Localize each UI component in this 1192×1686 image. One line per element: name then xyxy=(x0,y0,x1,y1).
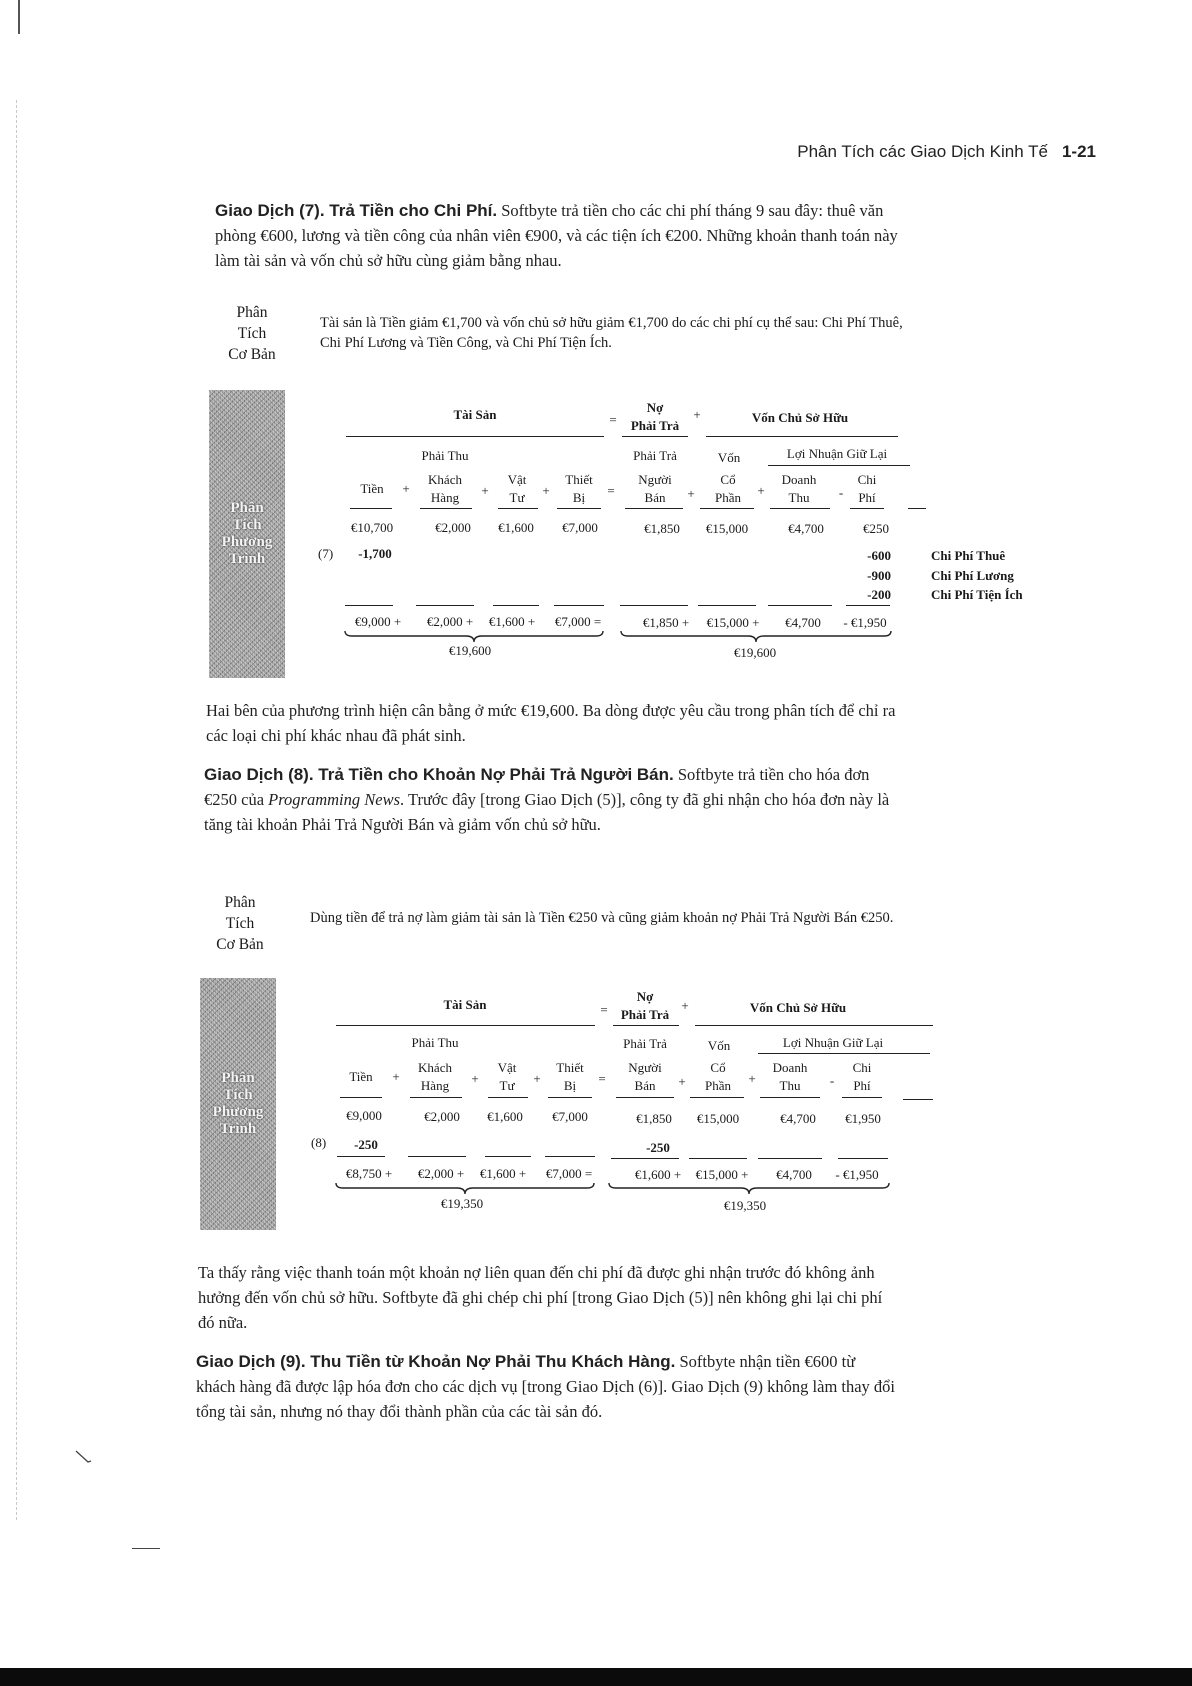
tx8-right-brace xyxy=(608,1182,890,1196)
begin-ap: €1,850 xyxy=(636,1111,672,1126)
equals: = xyxy=(598,1071,606,1086)
col-stock-2: Phần xyxy=(715,490,741,505)
rule xyxy=(625,508,683,509)
tx8-body-italic: Programming News xyxy=(268,790,401,809)
rule xyxy=(706,436,898,437)
col-ar-2: Hàng xyxy=(420,1078,450,1093)
rule xyxy=(346,436,604,437)
rule xyxy=(340,1097,382,1098)
begin-ar: €2,000 xyxy=(435,520,471,535)
tx7-after-text: Hai bên của phương trình hiện cân bằng ở mức €19,600. Ba dòng được yêu cầu trong phân tích để chỉ ra các loại chi phí khác nhau đã phát sinh. xyxy=(206,701,896,745)
rule xyxy=(758,1053,930,1054)
change-expense-utility: -200 xyxy=(867,587,891,602)
plus: + xyxy=(533,1071,541,1086)
assets-header: Tài Sản xyxy=(443,997,487,1012)
liabilities-header-1: Nợ xyxy=(646,400,664,415)
begin-ar: €2,000 xyxy=(424,1109,460,1124)
tx7-right-brace xyxy=(620,630,892,644)
tx8-total-left: €19,350 xyxy=(440,1196,484,1211)
expense-name-rent: Chi Phí Thuê xyxy=(931,548,1006,563)
col-ap-2: Bán xyxy=(634,1078,656,1093)
col-ar-1: Khách xyxy=(418,1060,452,1075)
tx7-equation-label: Phân Tích Phương Trình xyxy=(209,390,285,678)
col-supplies-1: Vật xyxy=(507,472,527,487)
rule xyxy=(548,1097,592,1098)
ar-group: Phải Thu xyxy=(411,1035,459,1050)
scan-mark-line xyxy=(132,1548,160,1549)
tx8-label: (8) xyxy=(311,1135,327,1150)
rule xyxy=(485,1156,531,1157)
col-supplies-1: Vật xyxy=(497,1060,517,1075)
col-stock-1: Cổ xyxy=(720,472,736,487)
rule xyxy=(408,1156,466,1157)
begin-stock: €15,000 xyxy=(705,521,749,536)
rule xyxy=(908,508,926,509)
plus: + xyxy=(757,483,765,498)
rule xyxy=(416,605,474,606)
rule xyxy=(557,508,601,509)
plus: + xyxy=(402,481,410,496)
tx8-after-text: Ta thấy rằng việc thanh toán một khoản nợ liên quan đến chi phí đã được ghi nhận trước đó không ảnh hưởng đến vốn chủ sở hữu. Softbyte đã ghi chép chi phí [trong Giao Dịch (5)] nên không ghi lại chi phí đó nữa. xyxy=(198,1263,883,1332)
plus: + xyxy=(678,1074,686,1089)
col-ap-1: Người xyxy=(628,1060,662,1075)
page-number: 1-21 xyxy=(1061,142,1096,161)
col-cash: Tiền xyxy=(360,481,384,496)
end-ap: €1,600 + xyxy=(634,1167,682,1182)
end-ap: €1,850 + xyxy=(642,615,690,630)
rule xyxy=(838,1158,888,1159)
col-equipment-2: Bị xyxy=(572,490,586,505)
tx7-total-right: €19,600 xyxy=(733,645,777,660)
tx8-basic-label: Phân Tích Cơ Bản xyxy=(216,894,264,953)
rule xyxy=(842,1097,882,1098)
col-stock-1: Cổ xyxy=(710,1060,726,1075)
ap-group: Phải Trả xyxy=(623,1036,667,1051)
col-revenue-2: Thu xyxy=(788,490,810,505)
col-supplies-2: Tư xyxy=(499,1078,515,1093)
begin-cash: €9,000 xyxy=(346,1108,382,1123)
tx7-paragraph xyxy=(215,198,905,273)
rule xyxy=(695,1025,933,1026)
end-supplies: €1,600 + xyxy=(488,614,536,629)
begin-cash: €10,700 xyxy=(350,520,394,535)
col-ap-2: Bán xyxy=(644,490,666,505)
rule xyxy=(689,1158,747,1159)
equity-header: Vốn Chủ Sở Hữu xyxy=(749,1000,847,1015)
tx7-body: Softbyte trả tiền cho các chi phí tháng 9 sau đây: thuê văn phòng €600, lương và tiền công của nhân viên €900, và các tiện ích €200. Những khoản thanh toán này làm tài sản và vốn chủ sở hữu cùng giảm bằng nhau. xyxy=(215,201,898,270)
tx9-heading: Giao Dịch (9). Thu Tiền từ Khoản Nợ Phải Thu Khách Hàng. xyxy=(196,1352,676,1371)
rule xyxy=(770,508,830,509)
tx7-basic-text: Tài sản là Tiền giảm €1,700 và vốn chủ sở hữu giảm €1,700 do các chi phí cụ thể sau: Chi Phí Thuê, Chi Phí Lương và Tiền Công, và Chi Phí Tiện Ích. xyxy=(320,315,903,351)
change-cash: -1,700 xyxy=(358,546,392,561)
rule xyxy=(850,508,884,509)
col-equipment-1: Thiết xyxy=(556,1060,584,1075)
tx8-basic-text: Dùng tiền để trả nợ làm giảm tài sản là Tiền €250 và cũng giảm khoản nợ Phải Trả Người Bán €250. xyxy=(310,910,894,926)
rule xyxy=(611,1158,679,1159)
minus: - xyxy=(829,1073,835,1088)
tx8-heading: Giao Dịch (8). Trả Tiền cho Khoản Nợ Phải Trả Người Bán. xyxy=(204,765,674,784)
end-equipment: €7,000 = xyxy=(545,1166,593,1181)
col-expense-1: Chi xyxy=(852,1060,872,1075)
begin-supplies: €1,600 xyxy=(498,520,534,535)
end-stock: €15,000 + xyxy=(695,1167,749,1182)
rule xyxy=(760,1097,820,1098)
equals-sign: = xyxy=(609,412,617,427)
change-cash: -250 xyxy=(354,1137,378,1152)
end-ar: €2,000 + xyxy=(426,614,474,629)
rule xyxy=(493,605,539,606)
begin-revenue: €4,700 xyxy=(788,521,824,536)
end-revenue: €4,700 xyxy=(776,1167,812,1182)
end-expense: - €1,950 xyxy=(843,615,887,630)
rule xyxy=(545,1156,595,1157)
rule xyxy=(903,1099,933,1100)
begin-ap: €1,850 xyxy=(644,521,680,536)
rule xyxy=(768,605,832,606)
expense-name-salary: Chi Phí Lương xyxy=(931,568,1014,583)
rule xyxy=(336,1025,595,1026)
begin-revenue: €4,700 xyxy=(780,1111,816,1126)
rule xyxy=(337,1156,385,1157)
rule xyxy=(345,605,393,606)
begin-equipment: €7,000 xyxy=(552,1109,588,1124)
col-ar-2: Hàng xyxy=(430,490,460,505)
plus: + xyxy=(748,1071,756,1086)
tx7-label: (7) xyxy=(318,546,334,561)
col-supplies-2: Tư xyxy=(509,490,525,505)
tx9-paragraph xyxy=(196,1349,898,1424)
col-equipment-1: Thiết xyxy=(565,472,593,487)
ap-group: Phải Trả xyxy=(633,448,677,463)
rule xyxy=(420,508,472,509)
rule xyxy=(622,436,688,437)
col-revenue-2: Thu xyxy=(779,1078,801,1093)
tx8-body-2: . Trước đây [trong Giao Dịch (5)], công ty đã ghi nhận cho hóa đơn này là tăng tài khoản Phải Trả Người Bán và giảm vốn chủ sở hữu. xyxy=(204,790,890,834)
col-revenue-1: Doanh xyxy=(772,1060,808,1075)
end-cash: €8,750 + xyxy=(345,1166,393,1181)
col-stock-2: Phần xyxy=(705,1078,731,1093)
tx8-paragraph xyxy=(204,762,904,837)
rule xyxy=(620,605,688,606)
rule xyxy=(410,1097,462,1098)
end-revenue: €4,700 xyxy=(785,615,821,630)
liabilities-header-2: Phải Trả xyxy=(620,1007,670,1022)
col-cash: Tiền xyxy=(349,1069,373,1084)
ar-group: Phải Thu xyxy=(421,448,469,463)
retained-group: Lợi Nhuận Giữ Lại xyxy=(786,446,888,461)
begin-expense: €1,950 xyxy=(845,1111,881,1126)
col-equipment-2: Bị xyxy=(563,1078,577,1093)
col-ar-1: Khách xyxy=(428,472,462,487)
equals-sign: = xyxy=(600,1002,608,1017)
rule xyxy=(768,465,910,466)
end-cash: €9,000 + xyxy=(354,614,402,629)
liabilities-header-1: Nợ xyxy=(636,989,654,1004)
tx7-heading: Giao Dịch (7). Trả Tiền cho Chi Phí. xyxy=(215,201,498,220)
rule xyxy=(846,605,890,606)
liabilities-header-2: Phải Trả xyxy=(630,418,680,433)
change-ap: -250 xyxy=(646,1140,670,1155)
assets-header: Tài Sản xyxy=(453,407,497,422)
begin-expense: €250 xyxy=(863,521,889,536)
plus: + xyxy=(687,486,695,501)
scan-bottom-edge xyxy=(0,1668,1192,1686)
capital-group: Vốn xyxy=(717,450,741,465)
tx7-total-left: €19,600 xyxy=(448,643,492,658)
rule xyxy=(698,605,756,606)
minus: - xyxy=(838,485,844,500)
end-stock: €15,000 + xyxy=(706,615,760,630)
rule xyxy=(613,1025,679,1026)
end-equipment: €7,000 = xyxy=(554,614,602,629)
rule xyxy=(488,1097,528,1098)
header-title: Phân Tích các Giao Dịch Kinh Tế xyxy=(797,142,1048,161)
plus: + xyxy=(481,483,489,498)
tx8-total-right: €19,350 xyxy=(723,1198,767,1213)
tx7-basic-label: Phân Tích Cơ Bản xyxy=(228,304,276,363)
begin-equipment: €7,000 xyxy=(562,520,598,535)
begin-stock: €15,000 xyxy=(696,1111,740,1126)
rule xyxy=(498,508,538,509)
tx7-left-brace xyxy=(344,630,604,644)
col-expense-1: Chi xyxy=(857,472,877,487)
col-expense-2: Phí xyxy=(853,1078,871,1093)
equals: = xyxy=(607,483,615,498)
begin-supplies: €1,600 xyxy=(487,1109,523,1124)
running-header xyxy=(797,142,1096,162)
plus: + xyxy=(392,1069,400,1084)
scan-edge-mark xyxy=(18,0,20,34)
end-ar: €2,000 + xyxy=(417,1166,465,1181)
rule xyxy=(350,508,392,509)
end-supplies: €1,600 + xyxy=(479,1166,527,1181)
tx8-body-1: Softbyte trả tiền cho hóa đơn €250 của xyxy=(204,765,870,809)
tx9-body: Softbyte nhận tiền €600 từ khách hàng đã được lập hóa đơn cho các dịch vụ [trong Giao Dịch (6)]. Giao Dịch (9) không làm thay đổi tổng tài sản, nhưng nó thay đổi thành phần của các tài sản đó. xyxy=(196,1352,896,1421)
capital-group: Vốn xyxy=(707,1038,731,1053)
plus-sign: + xyxy=(681,998,689,1013)
change-expense-rent: -600 xyxy=(867,548,891,563)
tx8-left-brace xyxy=(335,1182,595,1196)
scan-edge-dashes xyxy=(16,100,18,1520)
equity-header: Vốn Chủ Sở Hữu xyxy=(751,410,849,425)
rule xyxy=(554,605,604,606)
change-expense-salary: -900 xyxy=(867,568,891,583)
expense-name-utility: Chi Phí Tiện Ích xyxy=(931,587,1023,602)
rule xyxy=(616,1097,674,1098)
plus: + xyxy=(471,1071,479,1086)
end-expense: - €1,950 xyxy=(835,1167,879,1182)
col-ap-1: Người xyxy=(638,472,672,487)
scan-mark xyxy=(74,1448,94,1468)
col-revenue-1: Doanh xyxy=(781,472,817,487)
rule xyxy=(758,1158,822,1159)
retained-group: Lợi Nhuận Giữ Lại xyxy=(782,1035,884,1050)
plus-sign: + xyxy=(693,407,701,422)
tx8-equation-label: Phân Tích Phương Trình xyxy=(200,978,276,1230)
plus: + xyxy=(542,483,550,498)
rule xyxy=(690,1097,744,1098)
col-expense-2: Phí xyxy=(858,490,876,505)
rule xyxy=(700,508,754,509)
